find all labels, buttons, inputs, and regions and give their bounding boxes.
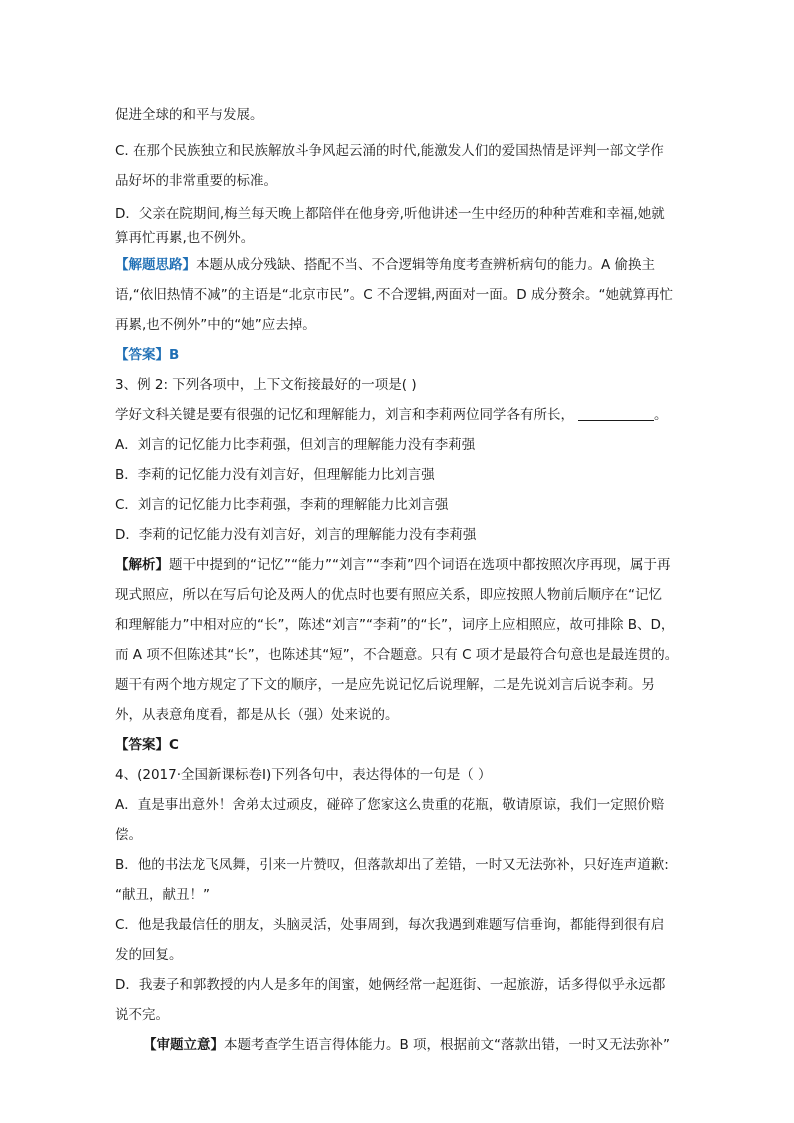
text-line: 外，从表意角度看，都是从长（强）处来说的。: [115, 707, 399, 723]
option-d-line: D．我妻子和郭教授的内人是多年的闺蜜，她俩经常一起逛街、一起旅游，话多得似乎永远都: [115, 977, 666, 993]
option-c-line: C．他是我最信任的朋友，头脑灵活，处事周到，每次我遇到难题写信垂询，都能得到很有启: [115, 917, 665, 933]
analysis-line: [115, 250, 685, 280]
answer-label: 【答案】: [115, 347, 169, 363]
explanation-line: [115, 550, 685, 580]
question-4-stem: 4、(2017·全国新课标卷Ⅰ)下列各句中，表达得体的一句是（ ）: [115, 767, 492, 783]
analysis-label: 【解题思路】: [115, 257, 196, 273]
text-line: “献丑，献丑！”: [115, 887, 210, 903]
text-line: 品好坏的非常重要的标准。: [115, 173, 277, 189]
option-b-line: B．他的书法龙飞凤舞，引来一片赞叹，但落款却出了差错，一时又无法弥补，只好连声道歉:: [115, 857, 669, 873]
explanation-label: 【解析】: [115, 557, 169, 573]
analysis-text: 本题从成分残缺、搭配不当、不合逻辑等角度考查辨析病句的能力。A 偷换主: [196, 257, 656, 273]
intent-text: 本题考查学生语言得体能力。B 项，根据前文“落款出错，一时又无法弥补”: [224, 1037, 671, 1053]
text-line: 和理解能力”中相对应的“长”，陈述“刘言”“李莉”的“长”，词序上应相照应，故可排除 B、D，: [115, 617, 675, 633]
question-3-stem: 3、例 2: 下列各项中，上下文衔接最好的一项是( ): [115, 377, 417, 393]
text-line: 促进全球的和平与发展。: [115, 107, 264, 123]
answer-value: C: [169, 737, 179, 753]
text-line: 说不完。: [115, 1007, 169, 1023]
sentence-end: 。: [654, 407, 668, 423]
fill-blank: [578, 406, 654, 421]
text-line: 而 A 项不但陈述其“长”，也陈述其“短”，不合题意。只有 C 项才是最符合句意也是最连贯的。: [115, 647, 679, 663]
explanation-text: 题干中提到的“记忆”“能力”“刘言”“李莉”四个词语在选项中都按照次序再现，属于再: [169, 557, 671, 573]
text-line: 偿。: [115, 827, 142, 843]
option-c-line: C．刘言的记忆能力比李莉强，李莉的理解能力比刘言强: [115, 497, 449, 513]
answer-label: 【答案】: [115, 737, 169, 753]
option-a-line: A．直是事出意外！舍弟太过顽皮，碰碎了您家这么贵重的花瓶，敬请原谅，我们一定照价赔: [115, 797, 665, 813]
intent-line: [115, 1030, 685, 1060]
sentence-text: 学好文科关键是要有很强的记忆和理解能力，刘言和李莉两位同学各有所长，: [115, 407, 574, 423]
option-c-line: C. 在那个民族独立和民族解放斗争风起云涌的时代,能激发人们的爱国热情是评判一部文学作: [115, 143, 664, 159]
option-a-line: A．刘言的记忆能力比李莉强，但刘言的理解能力没有李莉强: [115, 437, 476, 453]
text-line: 语,“依旧热情不减”的主语是“北京市民”。C 不合逻辑,两面对一面。D 成分赘余。“她就算再忙: [115, 287, 673, 303]
option-d-line: D．李莉的记忆能力没有刘言好，刘言的理解能力没有李莉强: [115, 527, 477, 543]
document-page: [115, 100, 685, 1060]
text-line: 现式照应，所以在写后句论及两人的优点时也要有照应关系，即应按照人物前后顺序在“记忆: [115, 587, 662, 603]
text-line: 题干有两个地方规定了下文的顺序，一是应先说记忆后说理解，二是先说刘言后说李莉。另: [115, 677, 655, 693]
answer-value: B: [169, 347, 180, 363]
question-3-sentence: [115, 400, 685, 430]
intent-label: 【审题立意】: [143, 1037, 224, 1053]
text-line: 发的回复。: [115, 947, 183, 963]
text-line: 再累,也不例外”中的“她”应去掉。: [115, 317, 316, 333]
option-b-line: B．李莉的记忆能力没有刘言好，但理解能力比刘言强: [115, 467, 435, 483]
answer-line: [115, 730, 685, 760]
option-d-line: D．父亲在院期间,梅兰每天晚上都陪伴在他身旁,听他讲述一生中经历的种种苦难和幸福,她就: [115, 206, 665, 222]
answer-line: [115, 340, 685, 370]
text-line: 算再忙再累,也不例外。: [115, 230, 255, 246]
